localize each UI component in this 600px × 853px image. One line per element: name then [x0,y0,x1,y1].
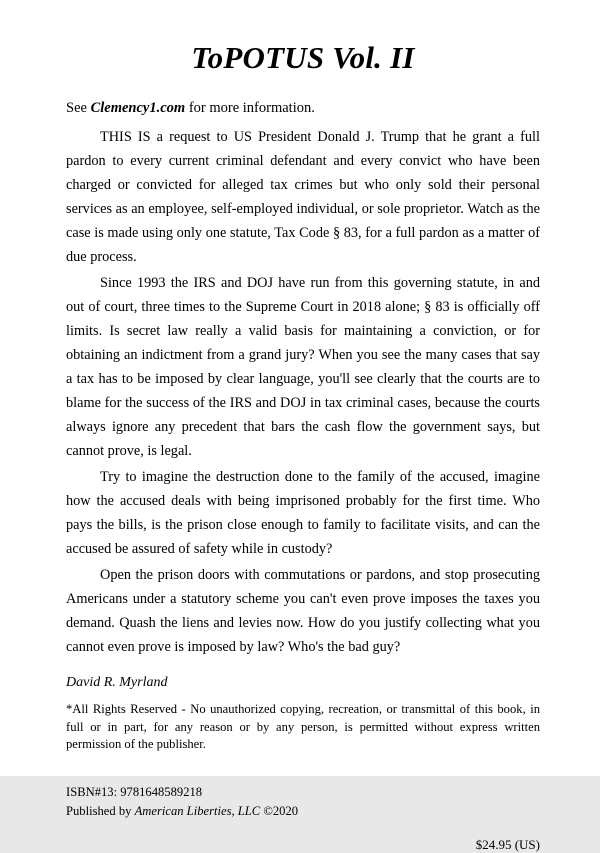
copyright-text: ©2020 [260,804,299,819]
page-content [66,40,540,853]
author-signature: David R. Myrland [66,675,168,691]
rights-notice: *All Rights Reserved - No unauthorized copying, recreation, or transmittal of this book, in full or in part, for any reason or by any person, is permitted without express written permission of the publisher. [66,702,540,752]
paragraph-3 [66,465,540,561]
reference-line [66,98,540,119]
reference-prefix: See [66,100,91,116]
paragraph-2-text: Since 1993 the IRS and DOJ have run from this governing statute, in and out of court, three times to the Supreme Court in 2018 alone; § 83 is officially off limits. Is secret law really a valid basis for maintaining a conviction, or for obtaining an indictment from a grand jury? When you see the many cases that say a tax has to be imposed by clear language, you'll see clearly that the courts are to blame for the success of the IRS and DOJ in tax criminal cases, because the courts always ignore any precedent that bars the cash flow the government says, but cannot prove, is legal. [66,275,540,460]
paragraph-3-text: Try to imagine the destruction done to the family of the accused, imagine how the accused deals with being imprisoned probably for the first time. Who pays the bills, is the prison close enough to family to facilitate visits, and can the accused be assured of safety while in custody? [66,469,540,558]
paragraph-1-text: THIS IS a request to US President Donald J. Trump that he grant a full pardon to every current criminal defendant and every convict who have been charged or convicted for alleged tax crimes but who only sold their personal services as an employee, self-employed individual, or sole proprietor. Watch as the case is made using only one statute, Tax Code § 83, for a full pardon as a matter of due process. [66,129,540,266]
paragraph-4-text: Open the prison doors with commutations or pardons, and stop prosecuting Americans under a statutory scheme you can't even prove imposes the taxes you demand. Quash the liens and levies now. How do you justify collecting what you cannot even prove is imposed by law? Who's the bad guy? [66,567,540,656]
paragraph-2 [66,271,540,463]
clemency-website-link[interactable]: Clemency1.com [90,100,186,116]
publisher-line [66,802,540,821]
price-label: $24.95 (US) [475,837,540,853]
page-title: ToPOTUS Vol. II [191,40,415,75]
reference-suffix: for more information. [185,100,315,116]
paragraph-1 [66,125,540,269]
publication-metadata [66,783,540,821]
publisher-name: American Liberties, LLC [134,804,261,819]
paragraph-4 [66,563,540,659]
publisher-prefix: Published by [66,804,135,819]
isbn-line: ISBN#13: 9781648589218 [66,785,203,800]
